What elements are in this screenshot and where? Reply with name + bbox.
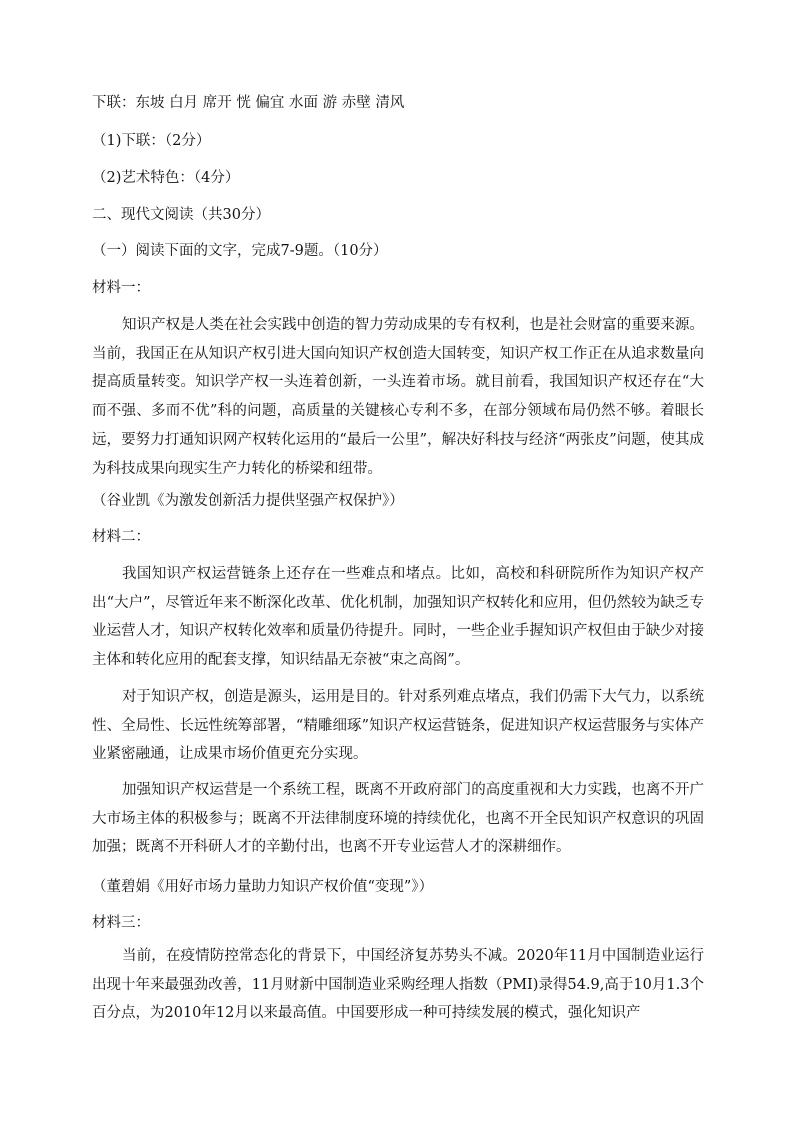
couplet-second-line: 下联：东坡 白月 席开 恍 偏宜 水面 游 赤壁 清风	[92, 95, 405, 111]
material-2-paragraph-3: 加强知识产权运营是一个系统工程，既离不开政府部门的高度重视和大力实践，也离不开广大市场主体的积极参与；既离不开法律制度环境的持续优化，也离不开全民知识产权意识的巩固加强；既离不开科研人才的辛勤付出，也离不开专业运营人才的深耕细作。	[92, 782, 704, 856]
material-2-paragraph-1: 我国知识产权运营链条上还存在一些难点和堵点。比如，高校和科研院所作为知识产权产出“大户”，尽管近年来不断深化改革、优化机制，加强知识产权转化和应用，但仍然较为缺乏专业运营人才，知识产权转化效率和质量仍待提升。同时，一些企业手握知识产权但由于缺少对接主体和转化应用的配套支撑，知识结晶无奈被“束之高阁”。	[92, 566, 704, 669]
material-3-label: 材料三：	[92, 915, 150, 931]
material-1-label: 材料一：	[92, 280, 150, 296]
subsection-heading: （一）阅读下面的文字，完成7-9题。（10分）	[92, 243, 388, 259]
material-2-paragraph-2: 对于知识产权，创造是源头，运用是目的。针对系列难点堵点，我们仍需下大气力，以系统性、全局性、长远性统筹部署，“精雕细琢”知识产权运营链条，促进知识产权运营服务与实体产业紧密融通，让成果市场价值更充分实现。	[92, 689, 704, 763]
question-2: （2)艺术特色：（4分）	[92, 170, 240, 186]
material-3-paragraph: 当前，在疫情防控常态化的背景下，中国经济复苏势头不减。2020年11月中国制造业运行出现十年来最强劲改善，11月财新中国制造业采购经理人指数（PMI)录得54.9,高于10月1.3个百分点，为2010年12月以来最高值。中国要形成一种可持续发展的模式，强化知识产	[92, 948, 704, 1022]
material-1-paragraph: 知识产权是人类在社会实践中创造的智力劳动成果的专有权利，也是社会财富的重要来源。当前，我国正在从知识产权引进大国向知识产权创造大国转变，知识产权工作正在从追求数量向提高质量转变。知识学产权一头连着创新，一头连着市场。就目前看，我国知识产权还存在“大而不强、多而不优”科的问题，高质量的关键核心专利不多，在部分领域布局仍然不够。着眼长远，要努力打通知识网产权转化运用的“最后一公里”，解决好科技与经济“两张皮”问题，使其成为科技成果向现实生产力转化的桥梁和纽带。	[92, 317, 704, 477]
material-2-source: （董碧娟《用好市场力量助力知识产权价值“变现”》）	[92, 879, 434, 895]
question-1: （1)下联：（2分）	[92, 133, 211, 149]
material-1-source: （谷业凯《为激发创新活力提供坚强产权保护》）	[92, 493, 404, 509]
section-heading: 二、现代文阅读（共30分）	[92, 207, 270, 223]
material-2-label: 材料二：	[92, 529, 150, 545]
